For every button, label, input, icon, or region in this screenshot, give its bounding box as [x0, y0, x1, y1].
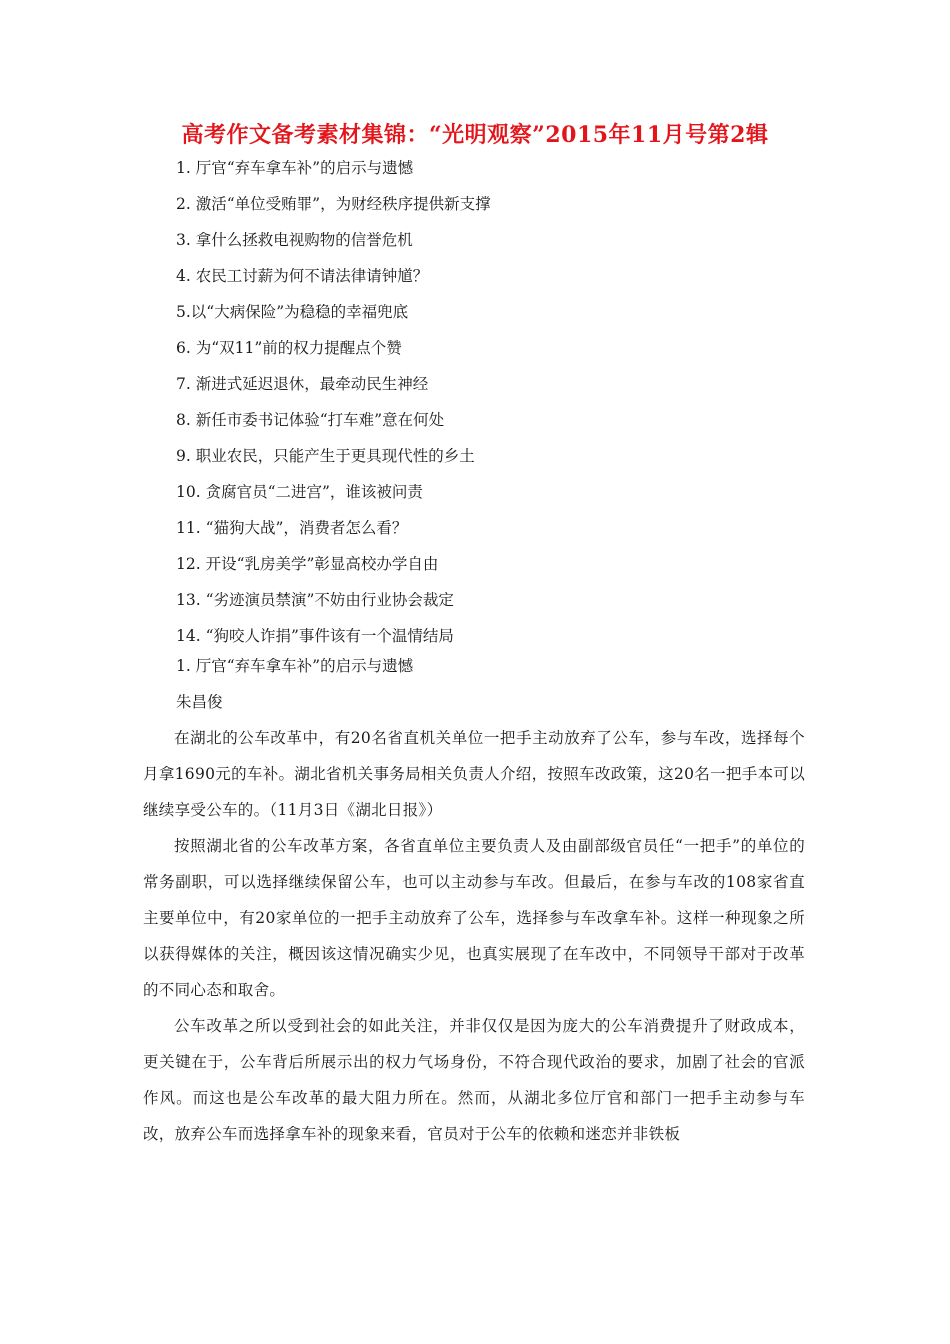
- toc-item: 2. 激活“单位受贿罪”，为财经秩序提供新支撑: [176, 195, 491, 213]
- toc-item: 8. 新任市委书记体验“打车难”意在何处: [176, 411, 445, 429]
- section-heading: 1. 厅官“弃车拿车补”的启示与遗憾: [176, 657, 414, 675]
- toc-item: 3. 拿什么拯救电视购物的信誉危机: [176, 231, 413, 249]
- document-title: 高考作文备考素材集锦：“光明观察”2015年11月号第2辑: [181, 122, 769, 148]
- toc-item: 4. 农民工讨薪为何不请法律请钟馗？: [176, 267, 429, 285]
- toc-item: 6. 为“双11”前的权力提醒点个赞: [176, 339, 402, 357]
- toc-item: 14. “狗咬人诈捐”事件该有一个温情结局: [176, 627, 454, 645]
- body-paragraph: 按照湖北省的公车改革方案，各省直单位主要负责人及由副部级官员任“一把手”的单位的常务副职，可以选择继续保留公车，也可以主动参与车改。但最后，在参与车改的108家省直主要单位中，有20家单位的一把手主动放弃了公车，选择参与车改拿车补。这样一种现象之所以获得媒体的关注，概因该这情况确实少见，也真实展现了在车改中，不同领导干部对于改革的不同心态和取舍。: [143, 837, 805, 999]
- table-of-contents: [176, 150, 816, 654]
- toc-item: 9. 职业农民，只能产生于更具现代性的乡土: [176, 447, 475, 465]
- toc-item: 5.以“大病保险”为稳稳的幸福兜底: [176, 303, 409, 321]
- body-paragraph: 公车改革之所以受到社会的如此关注，并非仅仅是因为庞大的公车消费提升了财政成本，更关键在于，公车背后所展示出的权力气场身份，不符合现代政治的要求，加剧了社会的官派作风。而这也是公车改革的最大阻力所在。然而，从湖北多位厅官和部门一把手主动参与车改，放弃公车而选择拿车补的现象来看，官员对于公车的依赖和迷恋并非铁板: [143, 1017, 805, 1143]
- author-name: 朱昌俊: [176, 693, 223, 711]
- toc-item: 11. “猫狗大战”，消费者怎么看？: [176, 519, 408, 537]
- toc-item: 7. 渐进式延迟退休，最牵动民生神经: [176, 375, 429, 393]
- body-paragraph: 在湖北的公车改革中，有20名省直机关单位一把手主动放弃了公车，参与车改，选择每个月拿1690元的车补。湖北省机关事务局相关负责人介绍，按照车改政策，这20名一把手本可以继续享受公车的。（11月3日《湖北日报》）: [143, 729, 805, 819]
- toc-item: 12. 开设“乳房美学”彰显高校办学自由: [176, 555, 439, 573]
- toc-item: 10. 贪腐官员“二进宫”，谁该被问责: [176, 483, 423, 501]
- toc-item: 13. “劣迹演员禁演”不妨由行业协会裁定: [176, 591, 454, 609]
- toc-item: 1. 厅官“弃车拿车补”的启示与遗憾: [176, 159, 414, 177]
- article-body: [143, 720, 805, 1152]
